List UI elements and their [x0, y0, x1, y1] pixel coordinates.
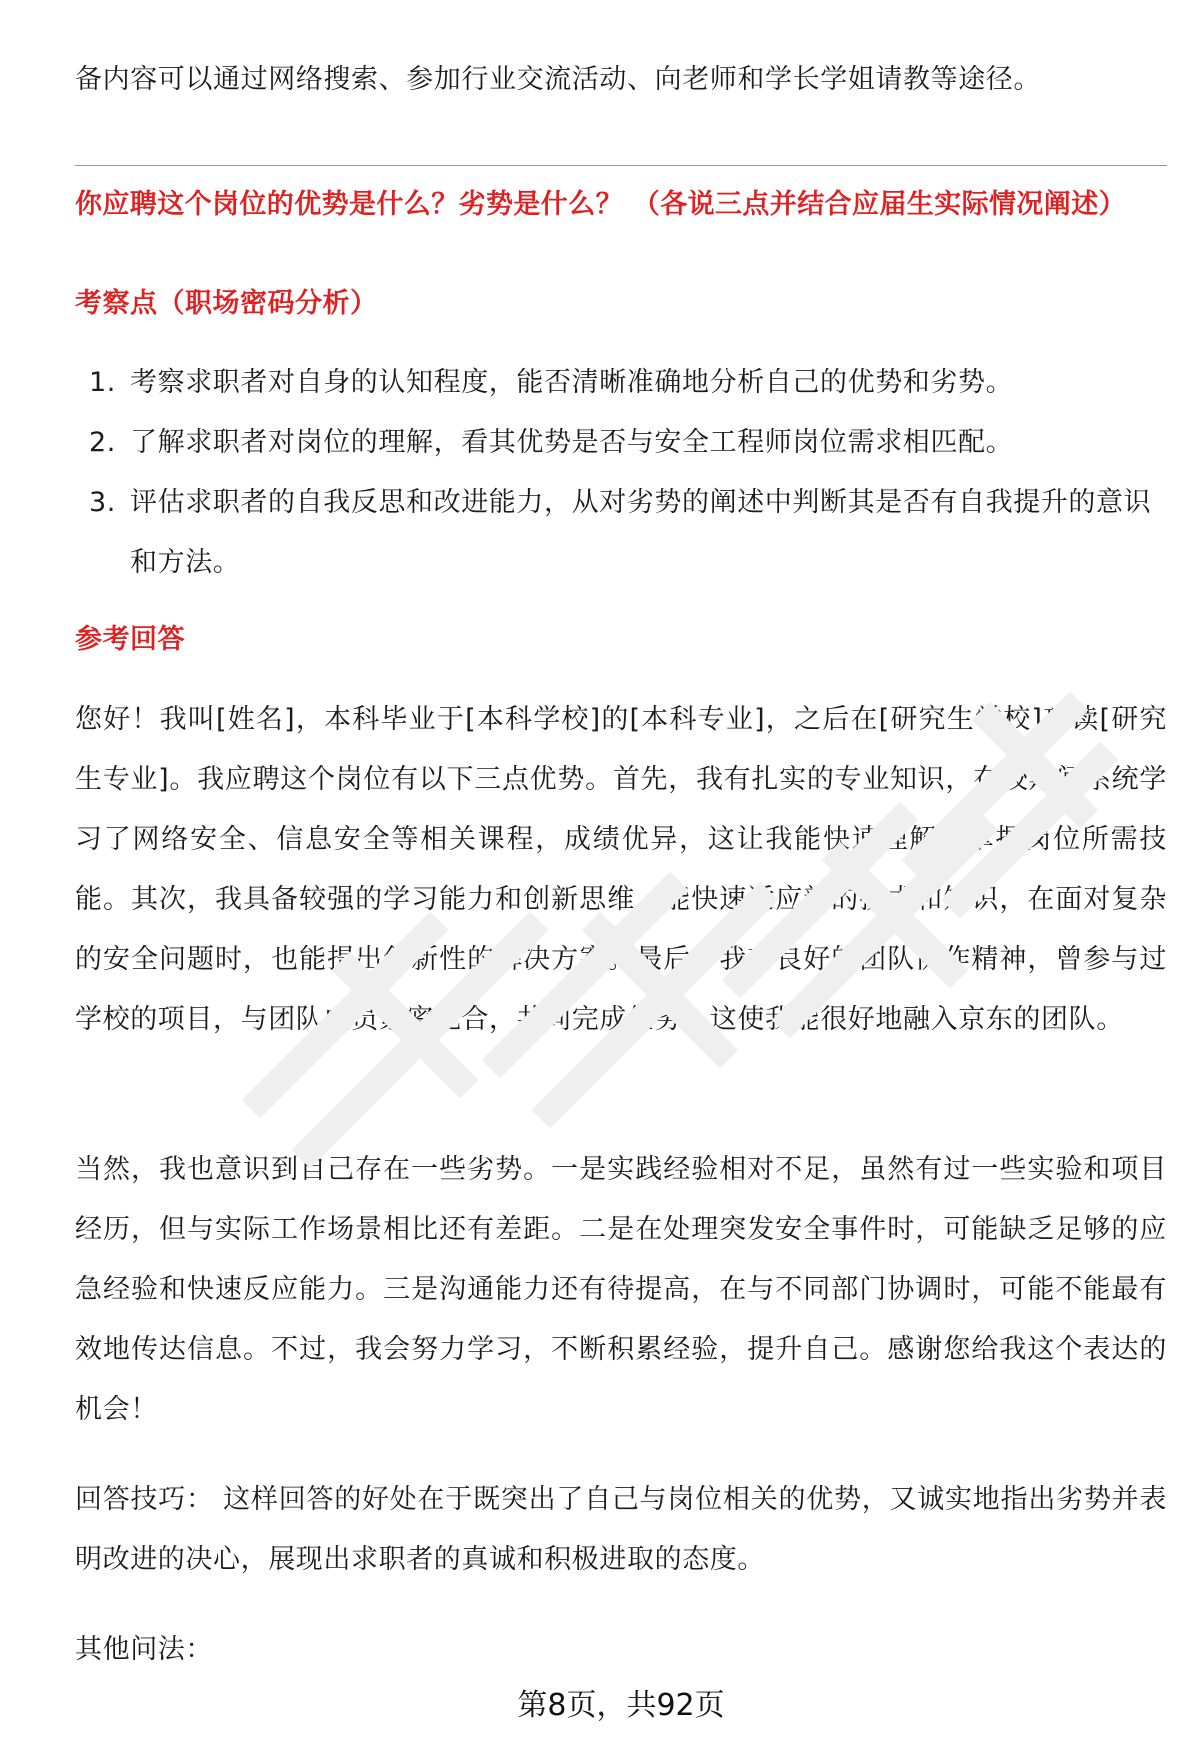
assessment-list	[75, 353, 1167, 593]
list-item	[75, 473, 1167, 593]
reference-answer-heading: 参考回答	[75, 624, 185, 655]
question-heading: 你应聘这个岗位的优势是什么？劣势是什么？ （各说三点并结合应届生实际情况阐述）	[75, 189, 1126, 220]
intro-paragraph: 备内容可以通过网络搜索、参加行业交流活动、向老师和学长学姐请教等途径。	[75, 64, 1041, 95]
list-item-text: 了解求职者对岗位的理解，看其优势是否与安全工程师岗位需求相匹配。	[130, 427, 1014, 458]
other-questions-label: 其他问法：	[75, 1634, 213, 1665]
list-item-number: 2.	[89, 427, 116, 458]
answer-paragraph-weaknesses: 当然，我也意识到自己存在一些劣势。一是实践经验相对不足，虽然有过一些实验和项目经历，但与实际工作场景相比还有差距。二是在处理突发安全事件时，可能缺乏足够的应急经验和快速反应能力。三是沟通能力还有待提高，在与不同部门协调时，可能不能最有效地传达信息。不过，我会努力学习，不断积累经验，提升自己。感谢您给我这个表达的机会！	[75, 1154, 1167, 1425]
list-item-text: 考察求职者对自身的认知程度，能否清晰准确地分析自己的优势和劣势。	[130, 367, 1014, 398]
list-item-text: 评估求职者的自我反思和改进能力，从对劣势的阐述中判断其是否有自我提升的意识和方法。	[130, 487, 1152, 578]
assessment-heading: 考察点（职场密码分析）	[75, 288, 378, 319]
answer-tips-paragraph: 回答技巧： 这样回答的好处在于既突出了自己与岗位相关的优势，又诚实地指出劣势并表明改进的决心，展现出求职者的真诚和积极进取的态度。	[75, 1484, 1167, 1575]
list-item-number: 3.	[89, 487, 116, 518]
list-item	[75, 413, 1167, 473]
list-item-number: 1.	[89, 367, 116, 398]
section-divider	[75, 165, 1167, 166]
answer-paragraph-strengths: 您好！我叫[姓名]，本科毕业于[本科学校]的[本科专业]，之后在[研究生学校]攻读[研究生专业]。我应聘这个岗位有以下三点优势。首先，我有扎实的专业知识，在校期间系统学习了网络安全、信息安全等相关课程，成绩优异，这让我能快速理解和掌握岗位所需技能。其次，我具备较强的学习能力和创新思维，能快速适应新的技术和知识，在面对复杂的安全问题时，也能提出创新性的解决方案。最后，我有良好的团队协作精神，曾参与过学校的项目，与团队成员紧密配合，共同完成任务，这使我能很好地融入京东的团队。	[75, 704, 1167, 1035]
document-page	[75, 0, 1167, 1755]
list-item	[75, 353, 1167, 413]
page-number-footer: 第8页，共92页	[517, 1688, 725, 1723]
